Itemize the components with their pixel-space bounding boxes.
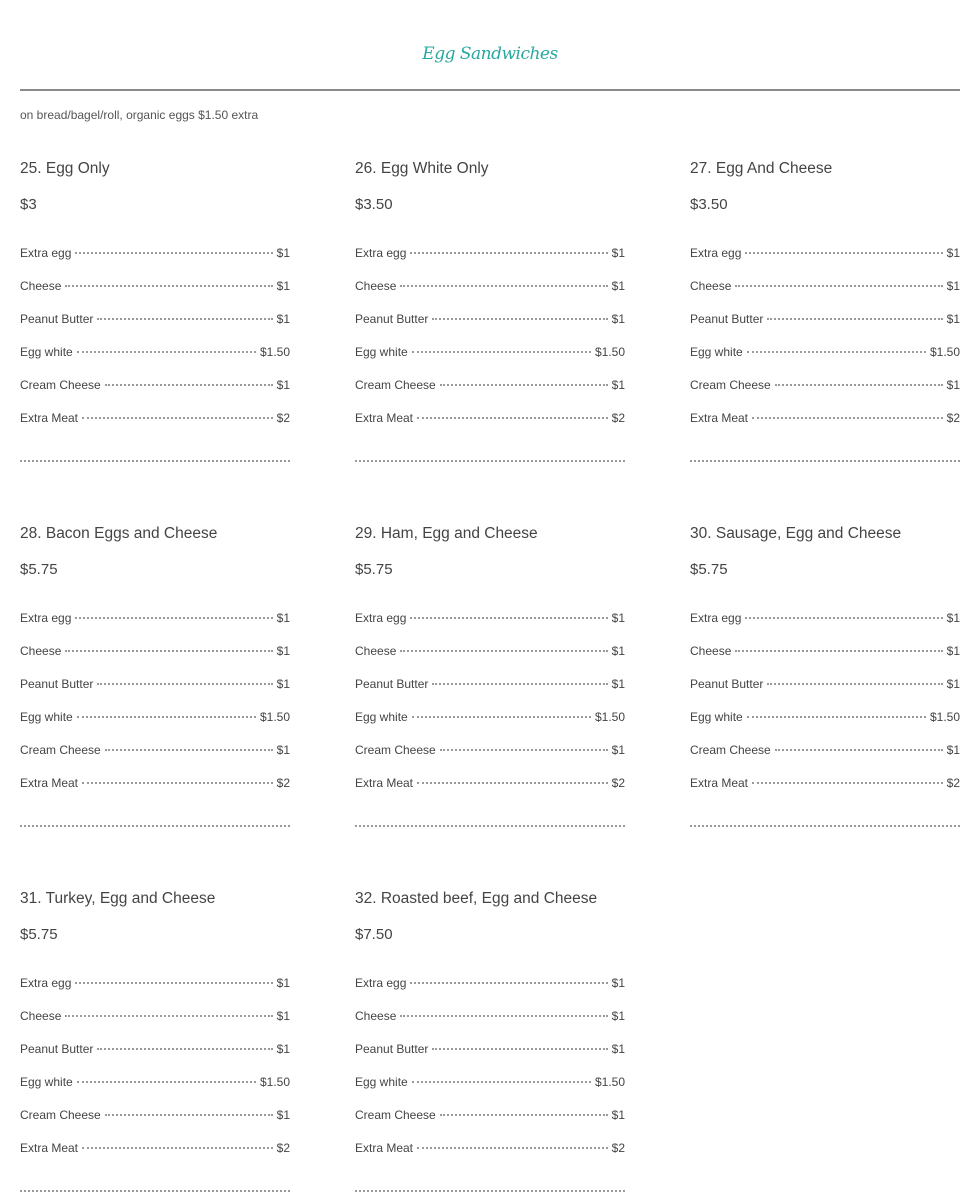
dot-leader [440, 749, 608, 751]
addon-label: Extra egg [20, 976, 72, 990]
dot-leader [77, 1081, 256, 1083]
addon-price: $1 [611, 1108, 625, 1122]
addon-price: $1 [611, 677, 625, 691]
dot-leader [417, 417, 608, 419]
addon-row [20, 611, 290, 627]
addon-price: $1 [946, 644, 960, 658]
menu-item-price: $3.50 [355, 196, 393, 213]
addon-price: $1 [276, 1009, 290, 1023]
addon-price: $1 [946, 378, 960, 392]
dot-leader [400, 650, 607, 652]
addon-label: Egg white [355, 345, 408, 359]
menu-item-price: $3 [20, 196, 37, 213]
addon-row [20, 1009, 290, 1025]
addon-row [20, 1075, 290, 1091]
addon-label: Egg white [355, 710, 408, 724]
addon-price: $1 [276, 1108, 290, 1122]
addon-row [20, 1042, 290, 1058]
addon-label: Cheese [20, 279, 62, 293]
addon-label: Extra egg [355, 611, 407, 625]
addon-row [20, 411, 290, 427]
addon-price: $1 [946, 677, 960, 691]
addon-price: $1 [611, 279, 625, 293]
dot-leader [105, 384, 273, 386]
addon-label: Extra Meat [355, 776, 414, 790]
addon-price: $1 [276, 1042, 290, 1056]
dot-leader [75, 252, 272, 254]
addon-label: Cheese [20, 644, 62, 658]
addon-row [690, 279, 960, 295]
addon-row [355, 1108, 625, 1124]
menu-item-name: 26. Egg White Only [355, 160, 489, 177]
addon-row [690, 710, 960, 726]
dot-leader [97, 318, 272, 320]
addon-price: $1 [946, 743, 960, 757]
menu-item-name: 29. Ham, Egg and Cheese [355, 525, 538, 542]
dot-leader [745, 252, 942, 254]
dot-leader [97, 1048, 272, 1050]
addon-label: Cheese [355, 1009, 397, 1023]
addon-row [355, 246, 625, 262]
addon-label: Extra Meat [355, 1141, 414, 1155]
item-divider-dots [355, 460, 625, 462]
addon-label: Cream Cheese [20, 378, 101, 392]
addon-label: Cheese [355, 644, 397, 658]
addon-price: $1 [946, 246, 960, 260]
section-note: on bread/bagel/roll, organic eggs $1.50 extra [20, 108, 259, 122]
addon-label: Cheese [690, 644, 732, 658]
menu-item-price: $7.50 [355, 926, 393, 943]
addon-row [20, 743, 290, 759]
addon-price: $1 [276, 644, 290, 658]
item-divider-dots [355, 825, 625, 827]
addon-label: Cream Cheese [355, 1108, 436, 1122]
dot-leader [105, 749, 273, 751]
menu-item-name: 27. Egg And Cheese [690, 160, 833, 177]
addon-row [690, 411, 960, 427]
addon-row [20, 776, 290, 792]
dot-leader [75, 982, 272, 984]
dot-leader [410, 982, 607, 984]
dot-leader [417, 1147, 608, 1149]
addon-price: $1 [276, 611, 290, 625]
addon-row [355, 411, 625, 427]
addon-row [20, 345, 290, 361]
addon-row [20, 1141, 290, 1157]
menu-item-price: $5.75 [20, 561, 58, 578]
addon-row [20, 1108, 290, 1124]
addon-label: Peanut Butter [690, 312, 764, 326]
addon-price: $1.50 [259, 345, 290, 359]
addon-label: Extra Meat [20, 776, 79, 790]
dot-leader [775, 384, 943, 386]
item-divider-dots [20, 460, 290, 462]
addon-label: Egg white [355, 1075, 408, 1089]
dot-leader [77, 716, 256, 718]
addon-row [355, 710, 625, 726]
addon-row [355, 776, 625, 792]
addon-price: $1 [276, 677, 290, 691]
addon-label: Cream Cheese [20, 1108, 101, 1122]
addon-row [20, 312, 290, 328]
dot-leader [65, 285, 272, 287]
addon-row [355, 378, 625, 394]
addon-row [20, 677, 290, 693]
addon-row [690, 776, 960, 792]
addon-row [355, 345, 625, 361]
addon-label: Cream Cheese [355, 378, 436, 392]
item-divider-dots [690, 825, 960, 827]
dot-leader [75, 617, 272, 619]
addon-price: $1 [946, 611, 960, 625]
addon-price: $1.50 [594, 1075, 625, 1089]
addon-label: Cheese [690, 279, 732, 293]
addon-price: $1 [611, 312, 625, 326]
dot-leader [400, 285, 607, 287]
addon-label: Peanut Butter [20, 1042, 94, 1056]
dot-leader [65, 1015, 272, 1017]
addon-price: $1 [611, 743, 625, 757]
addon-label: Extra egg [690, 246, 742, 260]
section-title: Egg Sandwiches [422, 44, 558, 64]
dot-leader [440, 1114, 608, 1116]
dot-leader [440, 384, 608, 386]
addon-row [355, 677, 625, 693]
menu-item-name: 32. Roasted beef, Egg and Cheese [355, 890, 598, 907]
addon-row [690, 677, 960, 693]
addon-label: Cheese [20, 1009, 62, 1023]
addon-price: $1.50 [929, 710, 960, 724]
addon-row [20, 246, 290, 262]
addon-price: $1.50 [929, 345, 960, 359]
dot-leader [735, 650, 942, 652]
addon-price: $1 [946, 279, 960, 293]
dot-leader [432, 318, 607, 320]
addon-price: $1 [276, 378, 290, 392]
addon-row [355, 279, 625, 295]
menu-item-price: $5.75 [690, 561, 728, 578]
dot-leader [77, 351, 256, 353]
addon-label: Egg white [20, 345, 73, 359]
addon-label: Extra egg [20, 611, 72, 625]
addon-label: Cream Cheese [690, 378, 771, 392]
dot-leader [410, 617, 607, 619]
addon-price: $1.50 [259, 710, 290, 724]
dot-leader [400, 1015, 607, 1017]
addon-label: Egg white [20, 1075, 73, 1089]
addon-row [355, 1075, 625, 1091]
dot-leader [752, 782, 943, 784]
addon-price: $2 [276, 776, 290, 790]
addon-price: $1 [946, 312, 960, 326]
addon-row [355, 1009, 625, 1025]
dot-leader [82, 782, 273, 784]
addon-row [20, 378, 290, 394]
menu-item-price: $5.75 [355, 561, 393, 578]
dot-leader [775, 749, 943, 751]
addon-price: $2 [276, 1141, 290, 1155]
menu-item-name: 30. Sausage, Egg and Cheese [690, 525, 902, 542]
addon-price: $1.50 [594, 710, 625, 724]
title-divider [20, 89, 960, 91]
addon-row [690, 644, 960, 660]
addon-label: Extra Meat [20, 1141, 79, 1155]
menu-item-name: 28. Bacon Eggs and Cheese [20, 525, 218, 542]
dot-leader [82, 1147, 273, 1149]
addon-label: Peanut Butter [20, 312, 94, 326]
addon-label: Peanut Butter [355, 1042, 429, 1056]
menu-item-price: $5.75 [20, 926, 58, 943]
dot-leader [410, 252, 607, 254]
dot-leader [65, 650, 272, 652]
addon-row [355, 1141, 625, 1157]
dot-leader [417, 782, 608, 784]
dot-leader [745, 617, 942, 619]
addon-row [355, 611, 625, 627]
addon-price: $2 [946, 776, 960, 790]
dot-leader [412, 716, 591, 718]
addon-row [355, 312, 625, 328]
item-divider-dots [20, 825, 290, 827]
addon-price: $1 [611, 611, 625, 625]
addon-label: Egg white [20, 710, 73, 724]
addon-price: $1.50 [259, 1075, 290, 1089]
addon-row [690, 246, 960, 262]
addon-label: Peanut Butter [355, 677, 429, 691]
addon-row [20, 976, 290, 992]
menu-item-price: $3.50 [690, 196, 728, 213]
dot-leader [82, 417, 273, 419]
item-divider-dots [690, 460, 960, 462]
addon-row [690, 378, 960, 394]
addon-label: Extra Meat [690, 776, 749, 790]
addon-label: Extra egg [355, 246, 407, 260]
dot-leader [432, 683, 607, 685]
addon-label: Cream Cheese [355, 743, 436, 757]
addon-label: Cream Cheese [690, 743, 771, 757]
addon-price: $1.50 [594, 345, 625, 359]
addon-price: $2 [276, 411, 290, 425]
addon-price: $1 [611, 976, 625, 990]
dot-leader [412, 1081, 591, 1083]
dot-leader [767, 318, 942, 320]
addon-price: $1 [611, 644, 625, 658]
dot-leader [105, 1114, 273, 1116]
addon-row [355, 644, 625, 660]
addon-row [355, 976, 625, 992]
dot-leader [752, 417, 943, 419]
addon-label: Egg white [690, 345, 743, 359]
addon-row [690, 312, 960, 328]
dot-leader [432, 1048, 607, 1050]
dot-leader [747, 351, 926, 353]
addon-row [690, 611, 960, 627]
addon-label: Cheese [355, 279, 397, 293]
addon-price: $1 [276, 976, 290, 990]
addon-row [690, 743, 960, 759]
addon-label: Peanut Butter [690, 677, 764, 691]
addon-label: Extra Meat [20, 411, 79, 425]
addon-price: $1 [276, 246, 290, 260]
dot-leader [747, 716, 926, 718]
addon-price: $2 [611, 776, 625, 790]
addon-row [690, 345, 960, 361]
addon-row [355, 743, 625, 759]
addon-price: $1 [276, 743, 290, 757]
dot-leader [735, 285, 942, 287]
addon-row [20, 279, 290, 295]
addon-price: $1 [611, 1042, 625, 1056]
addon-row [20, 644, 290, 660]
addon-label: Extra egg [20, 246, 72, 260]
menu-item-name: 25. Egg Only [20, 160, 110, 177]
addon-price: $2 [611, 411, 625, 425]
dot-leader [767, 683, 942, 685]
addon-price: $1 [276, 312, 290, 326]
addon-price: $1 [611, 378, 625, 392]
menu-item-name: 31. Turkey, Egg and Cheese [20, 890, 216, 907]
addon-row [355, 1042, 625, 1058]
addon-price: $1 [611, 1009, 625, 1023]
addon-row [20, 710, 290, 726]
addon-label: Cream Cheese [20, 743, 101, 757]
addon-label: Peanut Butter [355, 312, 429, 326]
addon-label: Egg white [690, 710, 743, 724]
dot-leader [97, 683, 272, 685]
addon-label: Extra Meat [355, 411, 414, 425]
addon-label: Peanut Butter [20, 677, 94, 691]
addon-price: $2 [611, 1141, 625, 1155]
dot-leader [412, 351, 591, 353]
addon-label: Extra egg [690, 611, 742, 625]
addon-price: $2 [946, 411, 960, 425]
addon-label: Extra Meat [690, 411, 749, 425]
addon-price: $1 [611, 246, 625, 260]
addon-label: Extra egg [355, 976, 407, 990]
addon-price: $1 [276, 279, 290, 293]
